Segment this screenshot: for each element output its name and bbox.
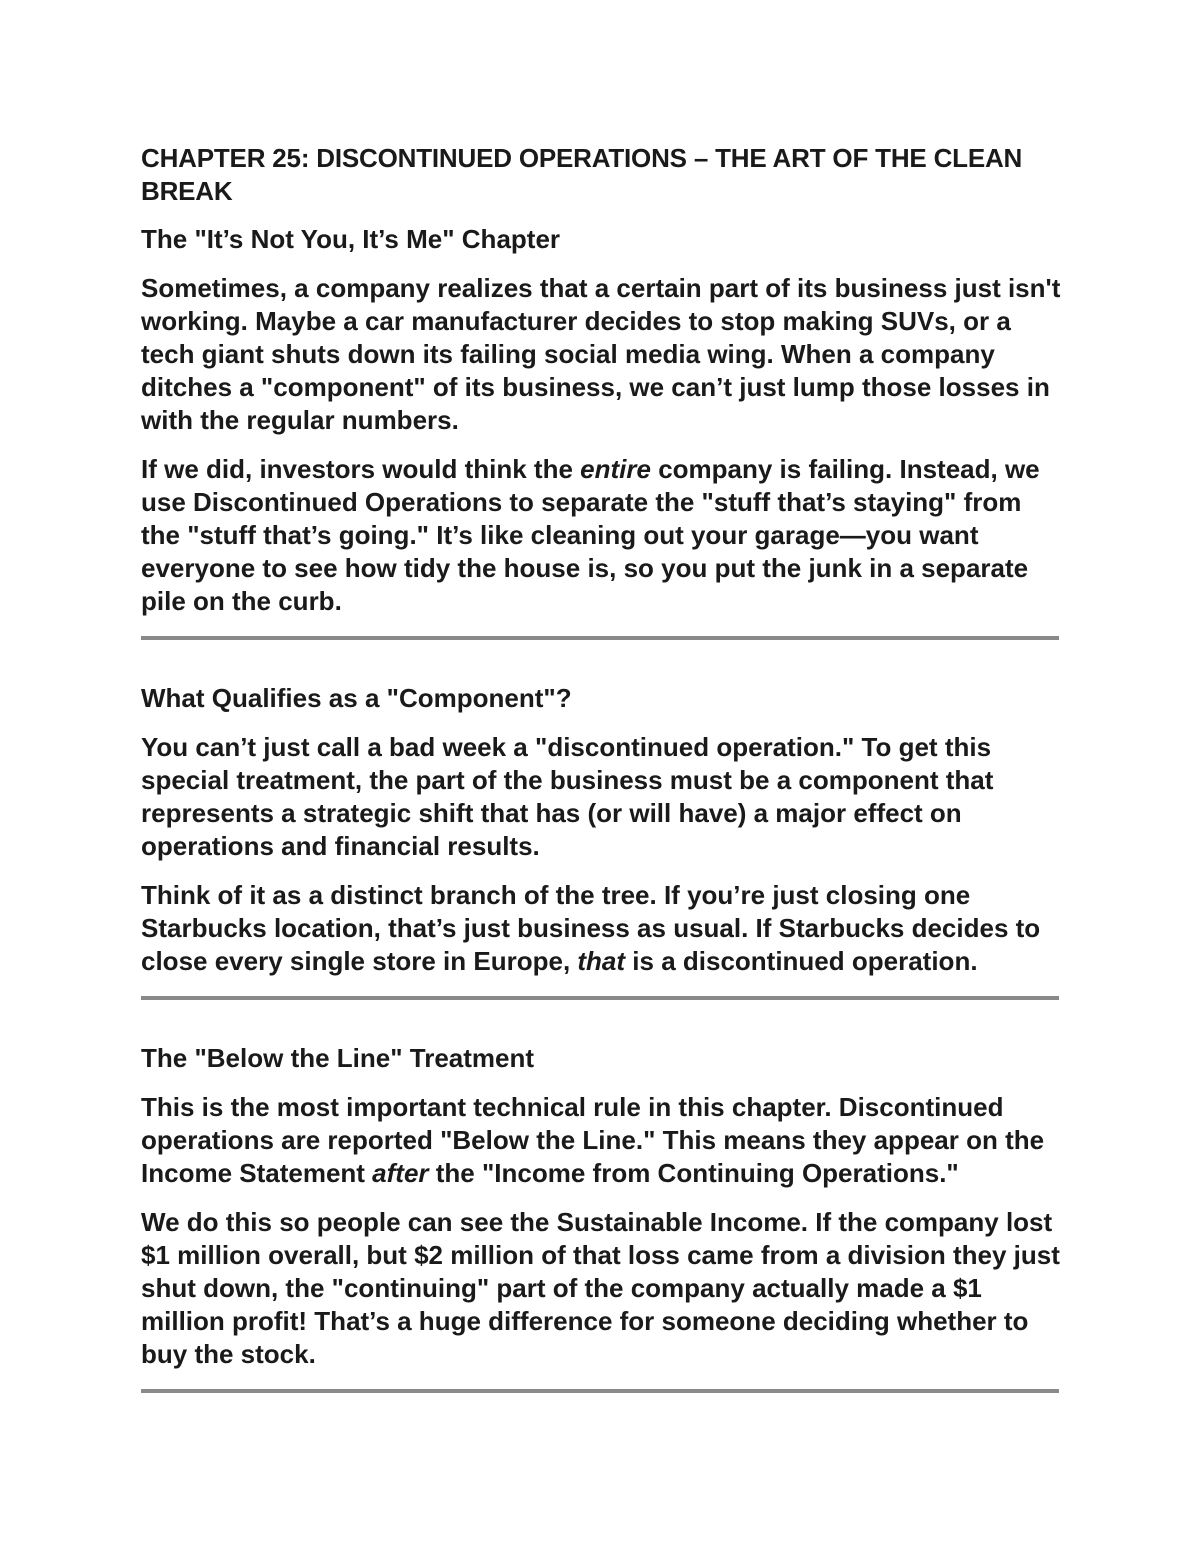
- emphasis-text: that: [577, 946, 626, 976]
- text-run: This is the most important technical rule in this chapter. Discontinued operations are reported "Below the Line." This means they appear on the Income Statement: [141, 1092, 1045, 1188]
- section-divider: [141, 1389, 1059, 1393]
- paragraph: [141, 879, 1061, 978]
- text-run: If we did, investors would think the: [141, 454, 581, 484]
- paragraph: [141, 1091, 1061, 1190]
- text-run: the "Income from Continuing Operations.": [428, 1158, 959, 1188]
- emphasis-text: after: [372, 1158, 429, 1188]
- paragraph: We do this so people can see the Sustainable Income. If the company lost $1 million overall, but $2 million of that loss came from a division they just shut down, the "continuing" part of the company actually made a $1 million profit! That’s a huge difference for someone deciding whether to buy the stock.: [141, 1207, 1060, 1369]
- section-heading: What Qualifies as a "Component"?: [141, 683, 572, 713]
- section-divider: [141, 996, 1059, 1000]
- section-heading: The "It’s Not You, It’s Me" Chapter: [141, 224, 561, 254]
- document-page: [141, 142, 1061, 1393]
- chapter-title: CHAPTER 25: DISCONTINUED OPERATIONS – THE ART OF THE CLEAN BREAK: [141, 143, 1023, 206]
- paragraph: [141, 453, 1061, 618]
- paragraph: Sometimes, a company realizes that a certain part of its business just isn't working. Maybe a car manufacturer decides to stop making SUVs, or a tech giant shuts down its failing social media wing. When a company ditches a "component" of its business, we can’t just lump those losses in with the regular numbers.: [141, 273, 1061, 435]
- text-run: is a discontinued operation.: [625, 946, 978, 976]
- text-run: company is failing. Instead, we use Discontinued Operations to separate the "stuff that’s staying" from the "stuff that’s going." It’s like cleaning out your garage—you want everyone to see how tidy the house is, so you put the junk in a separate pile on the curb.: [141, 454, 1040, 616]
- section-divider: [141, 636, 1059, 640]
- emphasis-text: entire: [580, 454, 651, 484]
- paragraph: You can’t just call a bad week a "discontinued operation." To get this special treatment, the part of the business must be a component that represents a strategic shift that has (or will have) a major effect on operations and financial results.: [141, 732, 994, 861]
- section-heading: The "Below the Line" Treatment: [141, 1043, 535, 1073]
- text-run: Think of it as a distinct branch of the tree. If you’re just closing one Starbucks location, that’s just business as usual. If Starbucks decides to close every single store in Europe,: [141, 880, 1041, 976]
